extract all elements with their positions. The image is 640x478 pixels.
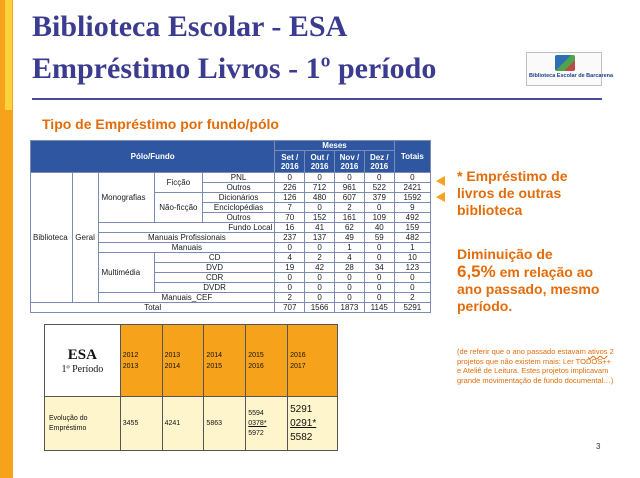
- row-label: PNL: [202, 173, 274, 183]
- evolution-value: 5863: [204, 397, 246, 451]
- year-end: 2016: [248, 362, 264, 370]
- header-month: Dez / 2016: [364, 151, 394, 173]
- row-group-nao-ficcao: Não-ficção: [154, 193, 202, 223]
- table-cell: 70: [275, 213, 305, 223]
- evolution-sub: 5582: [290, 431, 313, 443]
- page-number: 3: [596, 442, 601, 451]
- row-label: DVD: [154, 263, 274, 273]
- row-group-biblioteca: Biblioteca: [31, 173, 73, 303]
- year-header: [204, 325, 246, 397]
- table-cell: 0: [305, 293, 335, 303]
- table-cell: 0: [335, 293, 365, 303]
- esa-evolution-table: [44, 324, 338, 451]
- loans-by-fund-table: [30, 140, 431, 313]
- note-projects-after: 2 projetos que não existem mais: Ler TODOS++ e Ateliê de Leitura. Estes projetos implicavam grande movimentação de fundo documental…): [457, 347, 614, 385]
- table-cell: 712: [305, 183, 335, 193]
- left-arrow-icon: [436, 192, 445, 202]
- table-cell: 0: [364, 203, 394, 213]
- row-total: 159: [394, 223, 430, 233]
- year-end: 2014: [164, 362, 181, 370]
- table-cell: 0: [275, 283, 305, 293]
- table-cell: 480: [305, 193, 335, 203]
- decrease-suffix: em relação ao ano passado, mesmo período.: [457, 264, 600, 314]
- evolution-value: 4241: [162, 397, 204, 451]
- table-cell: 7: [275, 203, 305, 213]
- title-divider: [32, 98, 602, 100]
- row-total: 0: [394, 283, 430, 293]
- table-cell: 126: [275, 193, 305, 203]
- header-month: Set / 2016: [275, 151, 305, 173]
- row-total: 9: [394, 203, 430, 213]
- table-cell: 0: [364, 293, 394, 303]
- table-cell: 109: [364, 213, 394, 223]
- table-cell: 4: [275, 253, 305, 263]
- table-cell: 42: [305, 263, 335, 273]
- table-cell: 152: [305, 213, 335, 223]
- row-total: 123: [394, 263, 430, 273]
- year-start: 2016: [290, 351, 306, 359]
- table-cell: 0: [364, 243, 394, 253]
- table-cell: 0: [364, 283, 394, 293]
- left-accent-highlight: [5, 0, 12, 110]
- grand-total: 5291: [394, 303, 430, 313]
- row-label: Enciclopédias: [202, 203, 274, 213]
- table-cell: 0: [275, 243, 305, 253]
- table-cell: 0: [335, 273, 365, 283]
- table-cell: 0: [364, 173, 394, 183]
- row-group-ficcao: Ficção: [154, 173, 202, 193]
- table-cell: 0: [275, 273, 305, 283]
- row-label: Fundo Local: [99, 223, 275, 233]
- header-month: Nov / 2016: [335, 151, 365, 173]
- row-group-monografias: Monografias: [99, 173, 154, 223]
- header-month: Out / 2016: [305, 151, 335, 173]
- table-cell: 16: [275, 223, 305, 233]
- year-header: [246, 325, 288, 397]
- year-start: 2013: [164, 351, 181, 359]
- table-cell: 522: [364, 183, 394, 193]
- total-cell: 1873: [335, 303, 365, 313]
- table-cell: 0: [364, 273, 394, 283]
- slide-title-line2: Empréstimo Livros - 1º período: [32, 52, 437, 85]
- year-start: 2012: [122, 351, 139, 359]
- decrease-percent: 6,5%: [457, 262, 496, 281]
- table-cell: 4: [335, 253, 365, 263]
- year-end: 2017: [290, 362, 306, 370]
- row-total: 492: [394, 213, 430, 223]
- year-end: 2015: [206, 362, 222, 370]
- row-total: 482: [394, 233, 430, 243]
- table-cell: 137: [305, 233, 335, 243]
- evolution-sub: 0291*: [290, 417, 317, 429]
- table-cell: 34: [364, 263, 394, 273]
- row-group-multimedia: Multimédia: [99, 253, 154, 293]
- table-cell: 49: [335, 233, 365, 243]
- evolution-label: Evolução do Empréstimo: [45, 397, 121, 451]
- row-total: 2421: [394, 183, 430, 193]
- row-group-geral: Geral: [73, 173, 99, 303]
- table-cell: 0: [305, 283, 335, 293]
- row-label: CD: [154, 253, 274, 263]
- table-cell: 40: [364, 223, 394, 233]
- table-cell: 0: [305, 243, 335, 253]
- note-decrease: [457, 246, 617, 315]
- evolution-value: 3455: [120, 397, 162, 451]
- total-cell: 1566: [305, 303, 335, 313]
- table-cell: 0: [335, 283, 365, 293]
- esa-name: ESA: [67, 346, 97, 363]
- table-cell: 59: [364, 233, 394, 243]
- header-polo-fundo: Pólo/Fundo: [31, 141, 275, 173]
- evolution-sub: 0378*: [248, 419, 267, 427]
- table-cell: 226: [275, 183, 305, 193]
- row-label: Manuais: [99, 243, 275, 253]
- note-projects-before: (de referir que o ano passado estavam: [457, 347, 588, 356]
- row-total: 10: [394, 253, 430, 263]
- header-totais: Totais: [394, 141, 430, 173]
- table-cell: 1: [335, 243, 365, 253]
- decrease-prefix: Diminuição de: [457, 246, 553, 262]
- table-cell: 607: [335, 193, 365, 203]
- table-cell: 237: [275, 233, 305, 243]
- year-header: [288, 325, 338, 397]
- row-label: Manuais_CEF: [99, 293, 275, 303]
- note-projects-underlined: ativos: [587, 347, 608, 356]
- table-cell: 62: [335, 223, 365, 233]
- row-label: CDR: [154, 273, 274, 283]
- row-label: Outros: [202, 213, 274, 223]
- table-cell: 161: [335, 213, 365, 223]
- table-cell: 28: [335, 263, 365, 273]
- row-label: Manuais Profissionais: [99, 233, 275, 243]
- row-label: Dicionários: [202, 193, 274, 203]
- slide-title-line1: Biblioteca Escolar - ESA: [32, 10, 348, 43]
- row-total: 1592: [394, 193, 430, 203]
- header-meses: Meses: [275, 141, 394, 151]
- evolution-sub: 5972: [248, 429, 264, 437]
- evolution-sub: 5291: [290, 403, 313, 415]
- row-total: 1: [394, 243, 430, 253]
- note-external-loans: * Empréstimo de livros de outras biblioteca: [457, 168, 568, 218]
- year-end: 2013: [122, 362, 139, 370]
- table-cell: 0: [305, 273, 335, 283]
- evolution-value-2015: [246, 397, 288, 451]
- row-total: 2: [394, 293, 430, 303]
- table-cell: 2: [275, 293, 305, 303]
- note-arrows: [436, 176, 445, 208]
- table-cell: 0: [305, 203, 335, 213]
- evolution-value-2016: [288, 397, 338, 451]
- total-cell: 707: [275, 303, 305, 313]
- section-subtitle: Tipo de Empréstimo por fundo/pólo: [42, 116, 279, 132]
- row-total: 0: [394, 273, 430, 283]
- year-start: 2014: [206, 351, 222, 359]
- left-arrow-icon: [436, 176, 445, 186]
- total-row-label: Total: [31, 303, 275, 313]
- table-cell: 0: [335, 173, 365, 183]
- library-logo: [526, 52, 614, 86]
- note-projects: [457, 347, 617, 385]
- row-label: DVDR: [154, 283, 274, 293]
- table-cell: 2: [305, 253, 335, 263]
- table-cell: 961: [335, 183, 365, 193]
- year-header: [162, 325, 204, 397]
- logo-text: Biblioteca Escolar de Barcarena: [529, 73, 614, 79]
- row-total: 0: [394, 173, 430, 183]
- year-start: 2015: [248, 351, 264, 359]
- table-cell: 0: [305, 173, 335, 183]
- table-cell: 0: [364, 253, 394, 263]
- table-cell: 19: [275, 263, 305, 273]
- table-cell: 41: [305, 223, 335, 233]
- total-cell: 1145: [364, 303, 394, 313]
- table-cell: 379: [364, 193, 394, 203]
- year-header: [120, 325, 162, 397]
- esa-header-cell: [45, 325, 121, 397]
- row-label: Outros: [202, 183, 274, 193]
- logo-mark-icon: [555, 55, 575, 71]
- esa-period: 1º Período: [61, 363, 104, 375]
- table-cell: 2: [335, 203, 365, 213]
- evolution-sub: 5594: [248, 409, 264, 417]
- table-cell: 0: [275, 173, 305, 183]
